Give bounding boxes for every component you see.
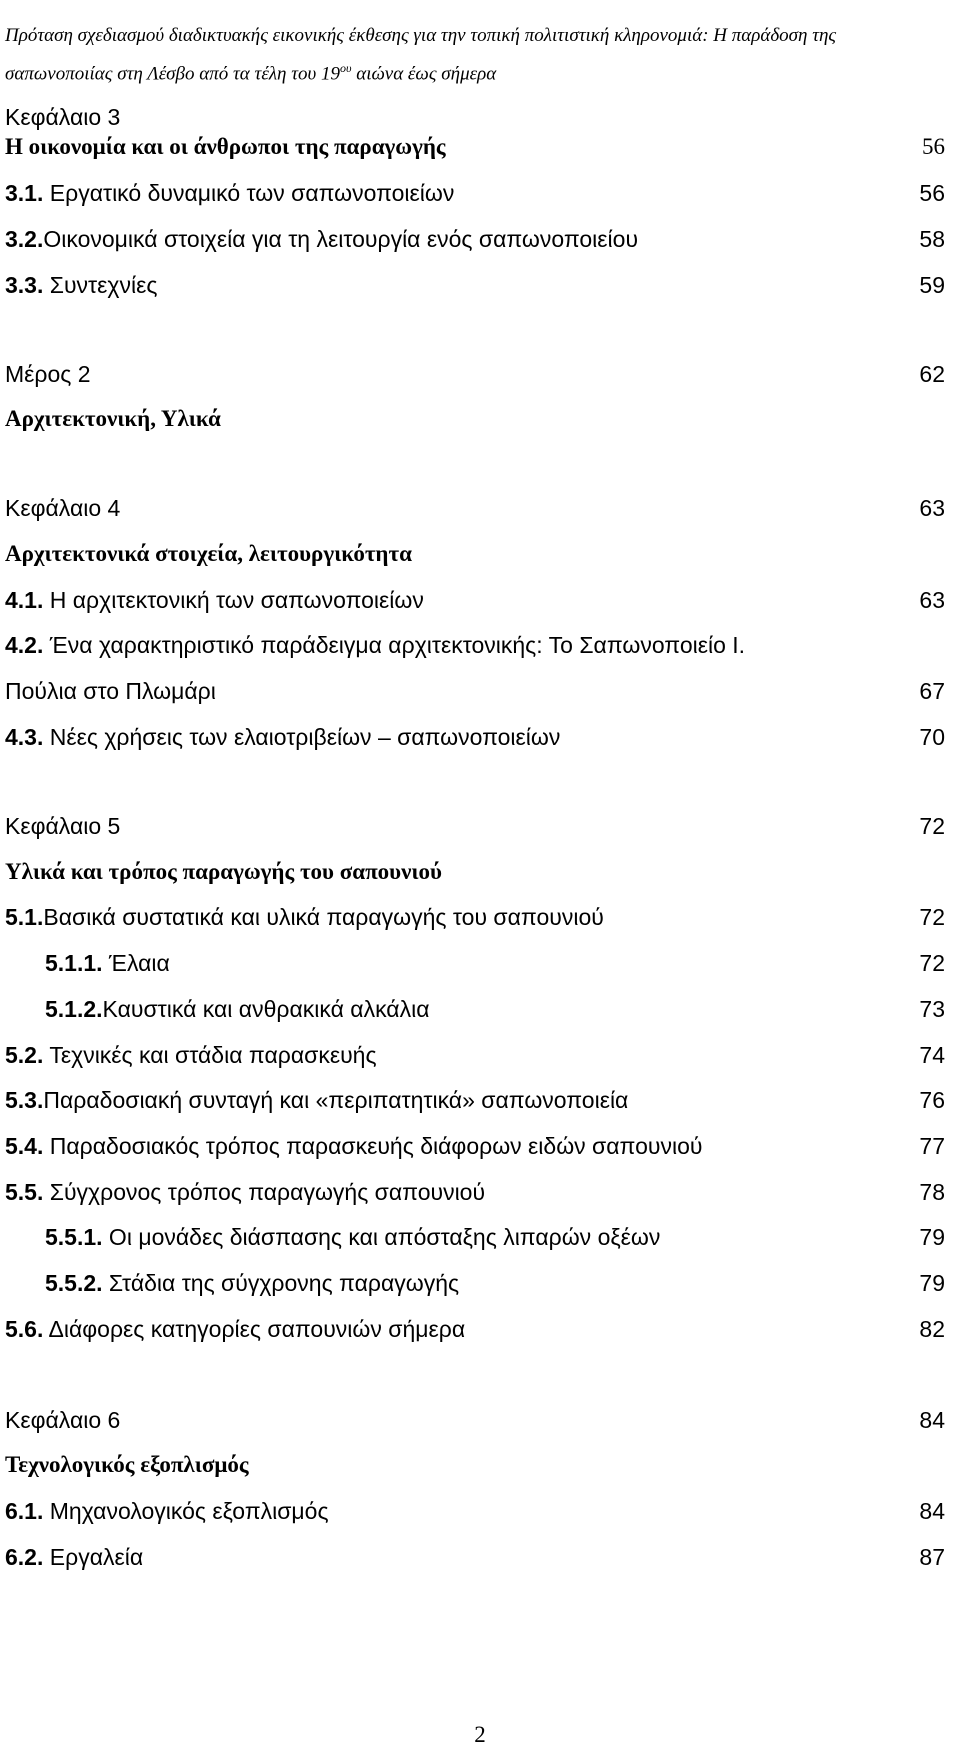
header-line-1: Πρόταση σχεδιασμού διαδικτυακής εικονικής έκθεσης για την τοπική πολιτιστική κληρονομιά: Η παράδοση της [5, 25, 837, 46]
toc-section-text: Σύγχρονος τρόπος παραγωγής σαπουνιού [43, 1179, 486, 1205]
header-line-2-end: αιώνα έως σήμερα [351, 63, 497, 85]
toc-entry-title [5, 720, 560, 754]
toc-section-text: Έλαια [102, 950, 170, 976]
toc-entry-chapter-5-title[interactable] [5, 855, 945, 889]
toc-entry-5-5[interactable] [5, 1175, 945, 1209]
toc-entry-title [5, 628, 745, 662]
toc-section-text: Στάδια της σύγχρονης παραγωγής [102, 1270, 460, 1296]
toc-section-text: Καυστικά και ανθρακικά αλκάλια [102, 996, 430, 1022]
toc-entry-3-3[interactable] [5, 268, 945, 302]
toc-section-number: 4.2. [5, 632, 44, 658]
toc-entry-5-1[interactable] [5, 900, 945, 934]
toc-entry-title [5, 1312, 465, 1346]
toc-section-number: 5.3. [5, 1087, 44, 1113]
toc-entry-part-2-title[interactable] [5, 402, 945, 436]
toc-section-number: 5.1. [5, 904, 44, 930]
toc-entry-chapter-4[interactable] [5, 491, 945, 525]
toc-entry-title: Αρχιτεκτονικά στοιχεία, λειτουργικότητα [5, 541, 412, 566]
toc-section-number: 5.1.2. [45, 996, 103, 1022]
toc-page-number: 78 [919, 1179, 945, 1205]
header-line-2-text: σαπωνοποιίας στη Λέσβο από τα τέλη του 19 [5, 63, 340, 85]
toc-section-number: 3.1. [5, 180, 44, 206]
toc-entry-title [5, 900, 604, 934]
toc-entry-title [5, 1540, 143, 1574]
toc-entry-title: Μέρος 2 [5, 361, 91, 387]
toc-section-number: 5.4. [5, 1133, 44, 1159]
toc-entry-chapter-3[interactable] [5, 100, 945, 134]
toc-page-number: 59 [919, 272, 945, 298]
page-number-footer: 2 [474, 1722, 486, 1747]
toc-entry-title [5, 583, 424, 617]
toc-entry-part-2[interactable] [5, 357, 945, 391]
toc-section-number: 5.5. [5, 1179, 44, 1205]
toc-entry-5-6[interactable] [5, 1312, 945, 1346]
toc-page-number: 74 [919, 1042, 945, 1068]
toc-page-number: 82 [919, 1316, 945, 1342]
toc-entry-title [45, 1266, 459, 1300]
toc-entry-4-2[interactable] [5, 628, 945, 662]
toc-entry-title: Αρχιτεκτονική, Υλικά [5, 406, 221, 431]
toc-entry-3-1[interactable] [5, 176, 945, 210]
toc-section-number: 3.2. [5, 226, 44, 252]
toc-entry-title [45, 992, 430, 1026]
toc-entry-title [45, 946, 170, 980]
toc-page-number: 56 [922, 134, 945, 159]
table-of-contents [5, 0, 945, 1761]
toc-section-text: Συντεχνίες [43, 272, 158, 298]
toc-entry-title [5, 1083, 628, 1117]
toc-page-number: 79 [919, 1224, 945, 1250]
toc-entry-5-4[interactable] [5, 1129, 945, 1163]
toc-entry-title [5, 176, 454, 210]
toc-entry-title [5, 1494, 329, 1528]
toc-section-text: Οικονομικά στοιχεία για τη λειτουργία ενός σαπωνοποιείου [43, 226, 639, 252]
toc-entry-5-5-1[interactable] [5, 1220, 945, 1254]
toc-page-number: 79 [919, 1270, 945, 1296]
toc-section-text: Μηχανολογικός εξοπλισμός [43, 1498, 329, 1524]
toc-section-number: 5.2. [5, 1042, 44, 1068]
toc-entry-title: Πούλια στο Πλωμάρι [5, 678, 216, 704]
toc-section-number: 5.1.1. [45, 950, 103, 976]
toc-page-number: 84 [919, 1498, 945, 1524]
toc-section-text: Παραδοσιακός τρόπος παρασκευής διάφορων ειδών σαπουνιού [43, 1133, 703, 1159]
toc-section-number: 4.1. [5, 587, 44, 613]
toc-page-number: 56 [919, 180, 945, 206]
toc-page-number: 77 [919, 1133, 945, 1159]
toc-section-number: 5.5.2. [45, 1270, 103, 1296]
toc-section-number: 5.5.1. [45, 1224, 103, 1250]
toc-entry-title: Τεχνολογικός εξοπλισμός [5, 1452, 249, 1477]
toc-entry-title [5, 1129, 702, 1163]
toc-entry-title [5, 268, 157, 302]
toc-section-text: Η αρχιτεκτονική των σαπωνοποιείων [43, 587, 424, 613]
toc-section-text: Εργαλεία [43, 1544, 144, 1570]
toc-entry-chapter-4-title[interactable] [5, 537, 945, 571]
toc-entry-title: Υλικά και τρόπος παραγωγής του σαπουνιού [5, 859, 442, 884]
toc-section-text: Νέες χρήσεις των ελαιοτριβείων – σαπωνοποιείων [43, 724, 561, 750]
toc-section-text: Ένα χαρακτηριστικό παράδειγμα αρχιτεκτονικής: Το Σαπωνοποιείο Ι. [43, 632, 746, 658]
toc-page-number: 72 [919, 813, 945, 839]
toc-page-number: 76 [919, 1087, 945, 1113]
toc-section-text: Τεχνικές και στάδια παρασκευής [43, 1042, 377, 1068]
toc-entry-4-2-continued[interactable] [5, 674, 945, 708]
toc-entry-title [5, 222, 638, 256]
toc-entry-title: Κεφάλαιο 3 [5, 104, 121, 130]
toc-entry-5-5-2[interactable] [5, 1266, 945, 1300]
toc-entry-title [5, 1175, 485, 1209]
toc-page-number: 72 [919, 950, 945, 976]
toc-entry-title [45, 1220, 660, 1254]
toc-entry-title [5, 1038, 377, 1072]
toc-page-number: 63 [919, 495, 945, 521]
toc-entry-title: Κεφάλαιο 5 [5, 813, 121, 839]
toc-section-number: 6.2. [5, 1544, 44, 1570]
toc-entry-5-1-2[interactable] [5, 992, 945, 1026]
toc-section-text: Διάφορες κατηγορίες σαπουνιών σήμερα [43, 1316, 466, 1342]
toc-entry-5-1-1[interactable] [5, 946, 945, 980]
toc-section-number: 6.1. [5, 1498, 44, 1524]
toc-section-text: Παραδοσιακή συνταγή και «περιπατητικά» σαπωνοποιεία [43, 1087, 629, 1113]
toc-page-number: 72 [919, 904, 945, 930]
toc-entry-5-3[interactable] [5, 1083, 945, 1117]
toc-section-number: 4.3. [5, 724, 44, 750]
toc-entry-title: Κεφάλαιο 4 [5, 495, 121, 521]
header-superscript: ου [340, 61, 352, 75]
toc-page-number: 58 [919, 226, 945, 252]
toc-entry-title: Η οικονομία και οι άνθρωποι της παραγωγής [5, 134, 446, 159]
toc-entry-title: Κεφάλαιο 6 [5, 1407, 121, 1433]
toc-section-text: Βασικά συστατικά και υλικά παραγωγής του σαπουνιού [43, 904, 604, 930]
toc-entry-6-2[interactable] [5, 1540, 945, 1574]
toc-page-number: 62 [919, 361, 945, 387]
toc-section-number: 3.3. [5, 272, 44, 298]
toc-entry-4-1[interactable] [5, 583, 945, 617]
toc-entry-chapter-3-title[interactable] [5, 130, 945, 164]
toc-page-number: 67 [919, 678, 945, 704]
toc-entry-4-3[interactable] [5, 720, 945, 754]
toc-page-number: 70 [919, 724, 945, 750]
toc-entry-chapter-6[interactable] [5, 1403, 945, 1437]
toc-entry-chapter-5[interactable] [5, 809, 945, 843]
toc-page-number: 63 [919, 587, 945, 613]
toc-section-text: Οι μονάδες διάσπασης και απόσταξης λιπαρών οξέων [102, 1224, 661, 1250]
toc-entry-6-1[interactable] [5, 1494, 945, 1528]
toc-page-number: 84 [919, 1407, 945, 1433]
toc-page-number: 73 [919, 996, 945, 1022]
toc-page-number: 87 [919, 1544, 945, 1570]
toc-section-number: 5.6. [5, 1316, 44, 1342]
toc-entry-chapter-6-title[interactable] [5, 1448, 945, 1482]
toc-entry-5-2[interactable] [5, 1038, 945, 1072]
toc-section-text: Εργατικό δυναμικό των σαπωνοποιείων [43, 180, 455, 206]
toc-entry-3-2[interactable] [5, 222, 945, 256]
